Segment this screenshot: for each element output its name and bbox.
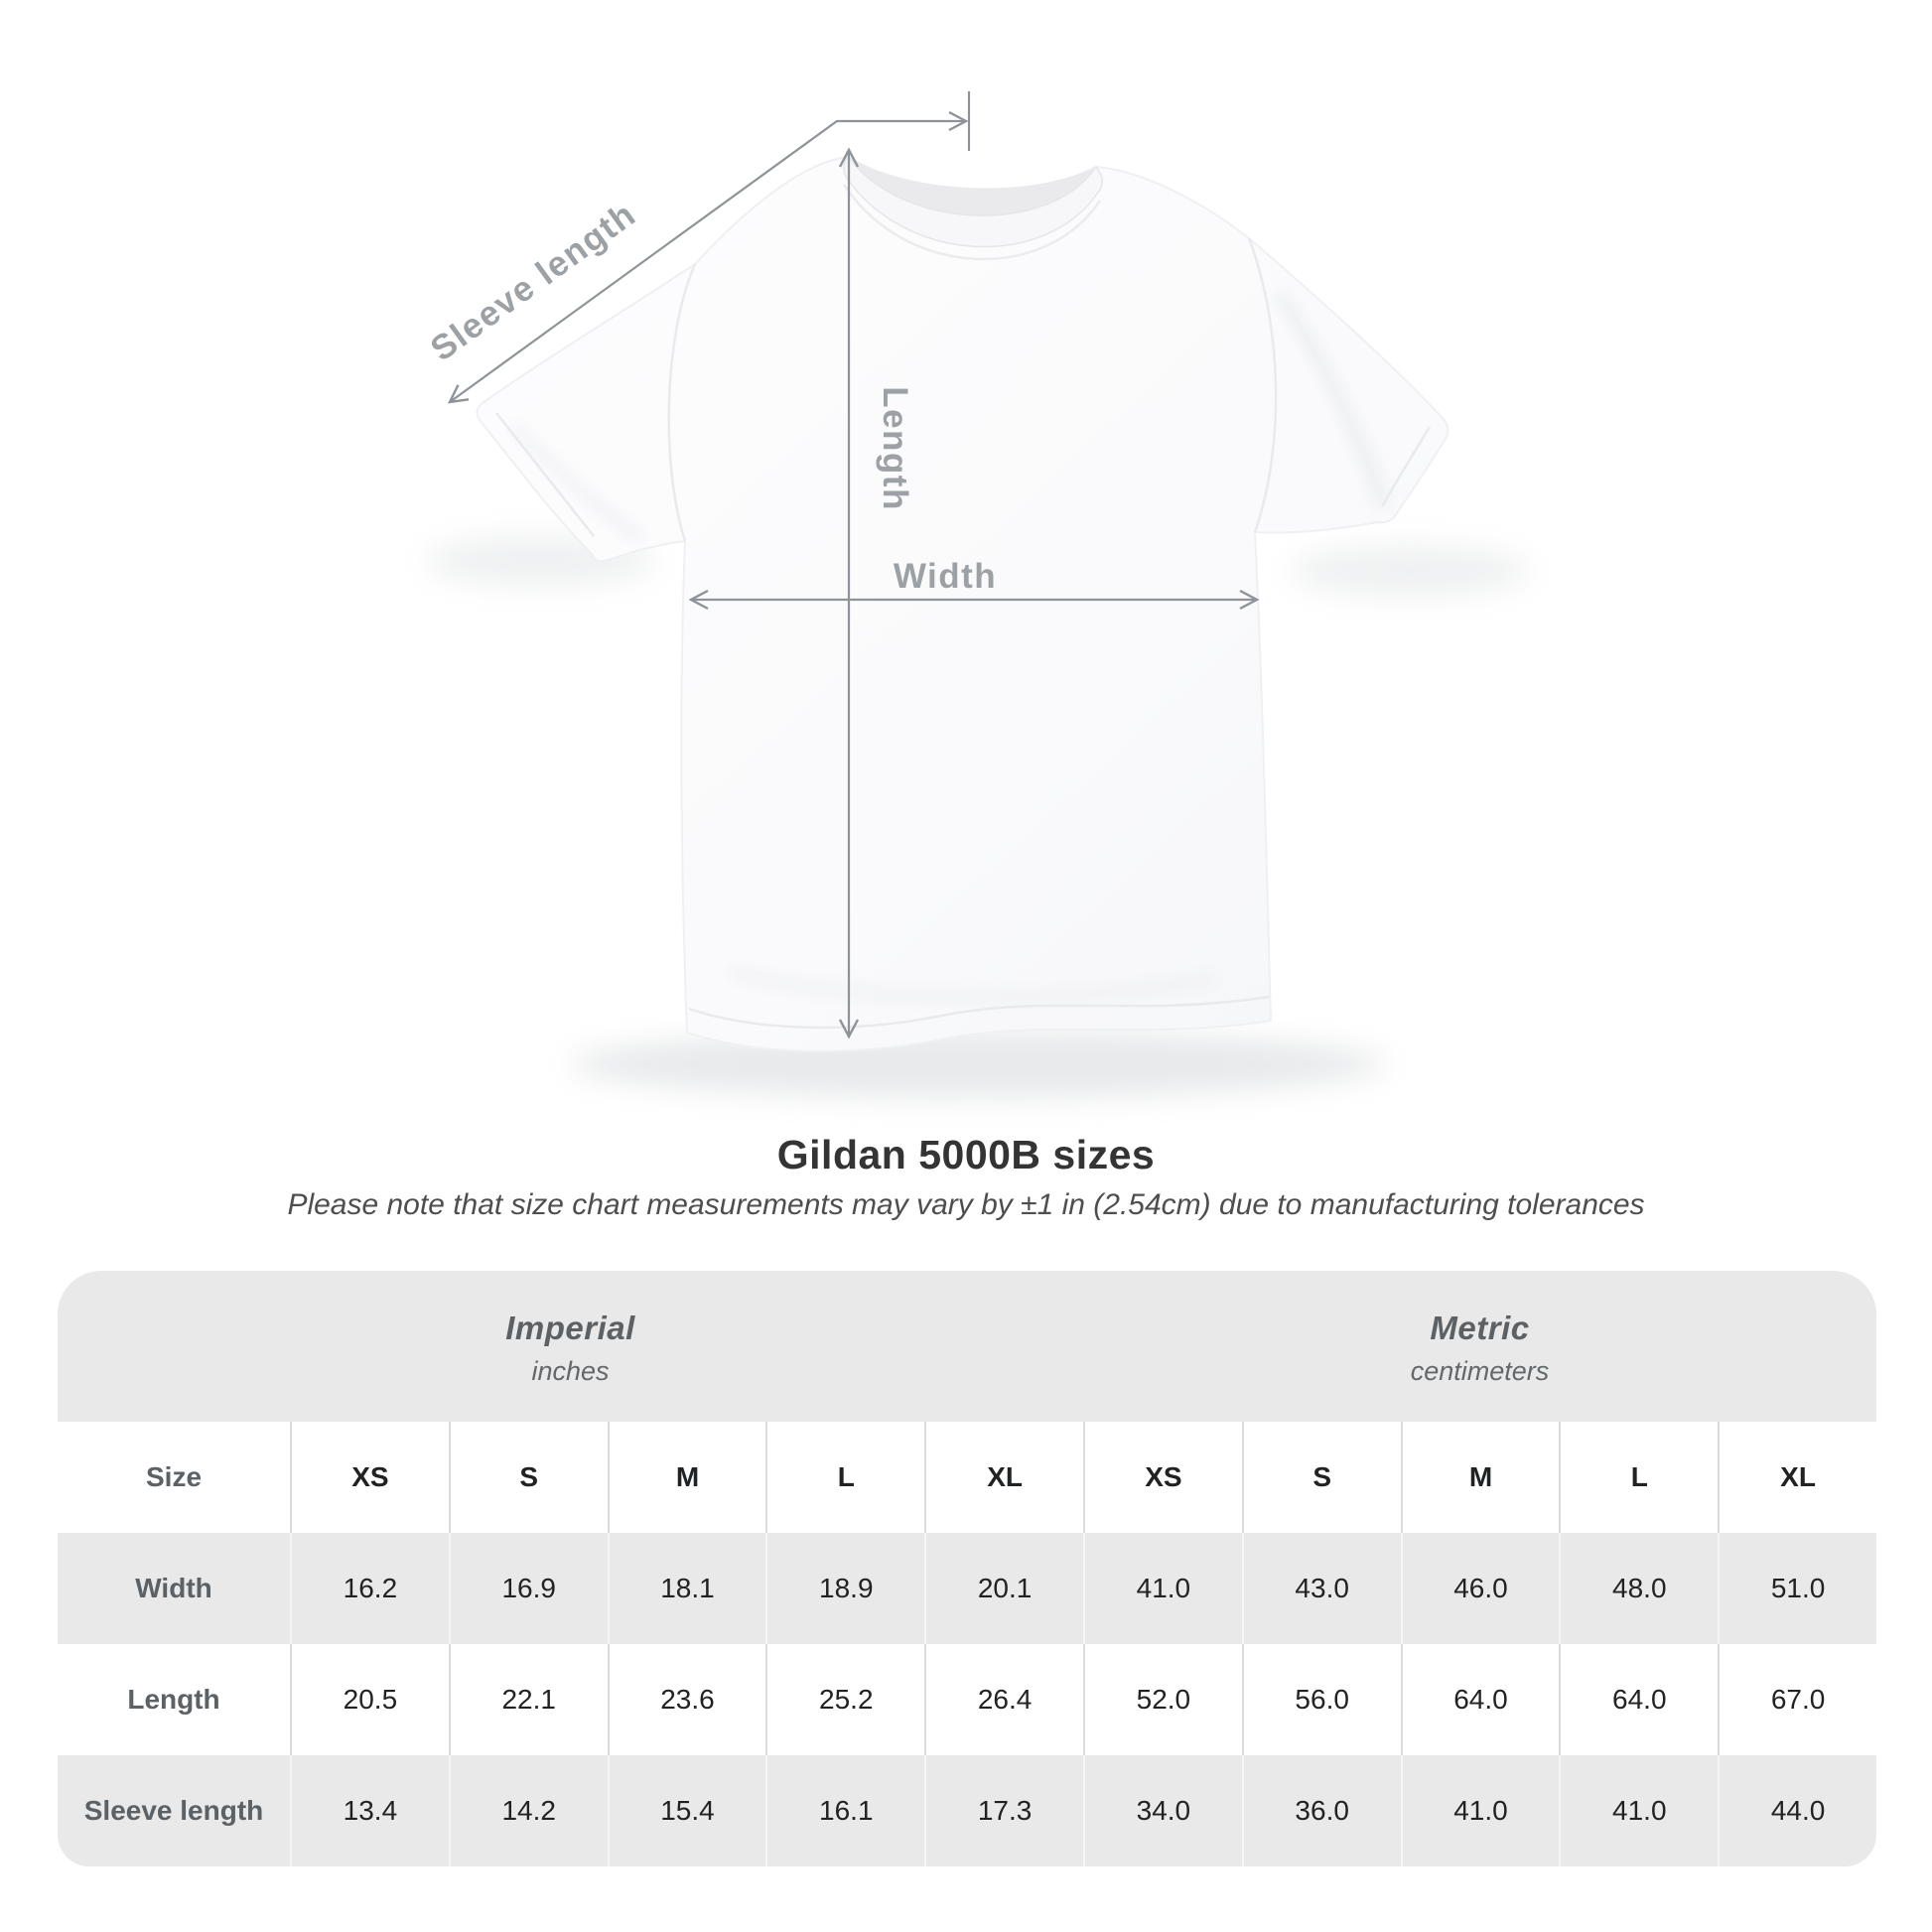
cell-value: 56.0 bbox=[1242, 1644, 1401, 1755]
size-table bbox=[58, 1271, 1876, 1866]
cell-value: 64.0 bbox=[1559, 1644, 1718, 1755]
size-col-header-metric-s: S bbox=[1242, 1422, 1401, 1533]
table-row-width bbox=[58, 1533, 1876, 1644]
cell-value: 16.9 bbox=[449, 1533, 608, 1644]
cell-value: 18.9 bbox=[765, 1533, 924, 1644]
tshirt-body bbox=[477, 157, 1448, 1051]
size-corner-label: Size bbox=[145, 1461, 203, 1492]
size-col-header-imperial-s: S bbox=[449, 1422, 608, 1533]
row-label: Sleeve length bbox=[83, 1795, 264, 1826]
cell-value: 51.0 bbox=[1718, 1533, 1876, 1644]
size-col-header-imperial-xs: XS bbox=[290, 1422, 449, 1533]
row-label: Width bbox=[135, 1573, 212, 1603]
cell-value: 14.2 bbox=[449, 1755, 608, 1866]
sleeve-length-label: Sleeve length bbox=[423, 194, 643, 369]
cell-value: 44.0 bbox=[1718, 1755, 1876, 1866]
cell-value: 36.0 bbox=[1242, 1755, 1401, 1866]
cell-value: 46.0 bbox=[1401, 1533, 1560, 1644]
imperial-header bbox=[58, 1271, 1083, 1422]
imperial-sub-label: inches bbox=[531, 1356, 610, 1386]
cell-value: 17.3 bbox=[924, 1755, 1083, 1866]
size-col-header-imperial-xl: XL bbox=[924, 1422, 1083, 1533]
tolerance-note: Please note that size chart measurements may vary by ±1 in (2.54cm) due to manufacturing tolerances bbox=[287, 1188, 1645, 1221]
cell-value: 41.0 bbox=[1401, 1755, 1560, 1866]
size-col-header-metric-l: L bbox=[1559, 1422, 1718, 1533]
cell-value: 41.0 bbox=[1083, 1533, 1242, 1644]
metric-header bbox=[1083, 1271, 1876, 1422]
page-title: Gildan 5000B sizes bbox=[776, 1132, 1156, 1177]
width-label: Width bbox=[893, 557, 998, 596]
cell-value: 18.1 bbox=[608, 1533, 766, 1644]
cell-value: 16.1 bbox=[765, 1755, 924, 1866]
imperial-label: Imperial bbox=[505, 1310, 635, 1346]
size-col-header-imperial-m: M bbox=[608, 1422, 766, 1533]
size-col-header-metric-xs: XS bbox=[1083, 1422, 1242, 1533]
size-col-header-imperial-l: L bbox=[765, 1422, 924, 1533]
unit-header-band bbox=[58, 1271, 1876, 1422]
cell-value: 16.2 bbox=[290, 1533, 449, 1644]
length-label: Length bbox=[876, 386, 914, 511]
cell-value: 22.1 bbox=[449, 1644, 608, 1755]
metric-label: Metric bbox=[1430, 1310, 1530, 1346]
cell-value: 34.0 bbox=[1083, 1755, 1242, 1866]
cell-value: 64.0 bbox=[1401, 1644, 1560, 1755]
table-row-length bbox=[58, 1644, 1876, 1755]
cell-value: 48.0 bbox=[1559, 1533, 1718, 1644]
cell-value: 20.1 bbox=[924, 1533, 1083, 1644]
cell-value: 43.0 bbox=[1242, 1533, 1401, 1644]
cell-value: 26.4 bbox=[924, 1644, 1083, 1755]
cell-value: 25.2 bbox=[765, 1644, 924, 1755]
cell-value: 15.4 bbox=[608, 1755, 766, 1866]
size-header-row bbox=[58, 1422, 1876, 1533]
tshirt bbox=[477, 156, 1448, 1051]
row-label: Length bbox=[127, 1684, 220, 1715]
metric-sub-label: centimeters bbox=[1410, 1356, 1550, 1386]
table-row-sleeve-length bbox=[58, 1755, 1876, 1866]
cell-value: 20.5 bbox=[290, 1644, 449, 1755]
size-col-header-metric-m: M bbox=[1401, 1422, 1560, 1533]
size-col-header-metric-xl: XL bbox=[1718, 1422, 1876, 1533]
cell-value: 67.0 bbox=[1718, 1644, 1876, 1755]
cell-value: 41.0 bbox=[1559, 1755, 1718, 1866]
cell-value: 52.0 bbox=[1083, 1644, 1242, 1755]
cell-value: 13.4 bbox=[290, 1755, 449, 1866]
cell-value: 23.6 bbox=[608, 1644, 766, 1755]
